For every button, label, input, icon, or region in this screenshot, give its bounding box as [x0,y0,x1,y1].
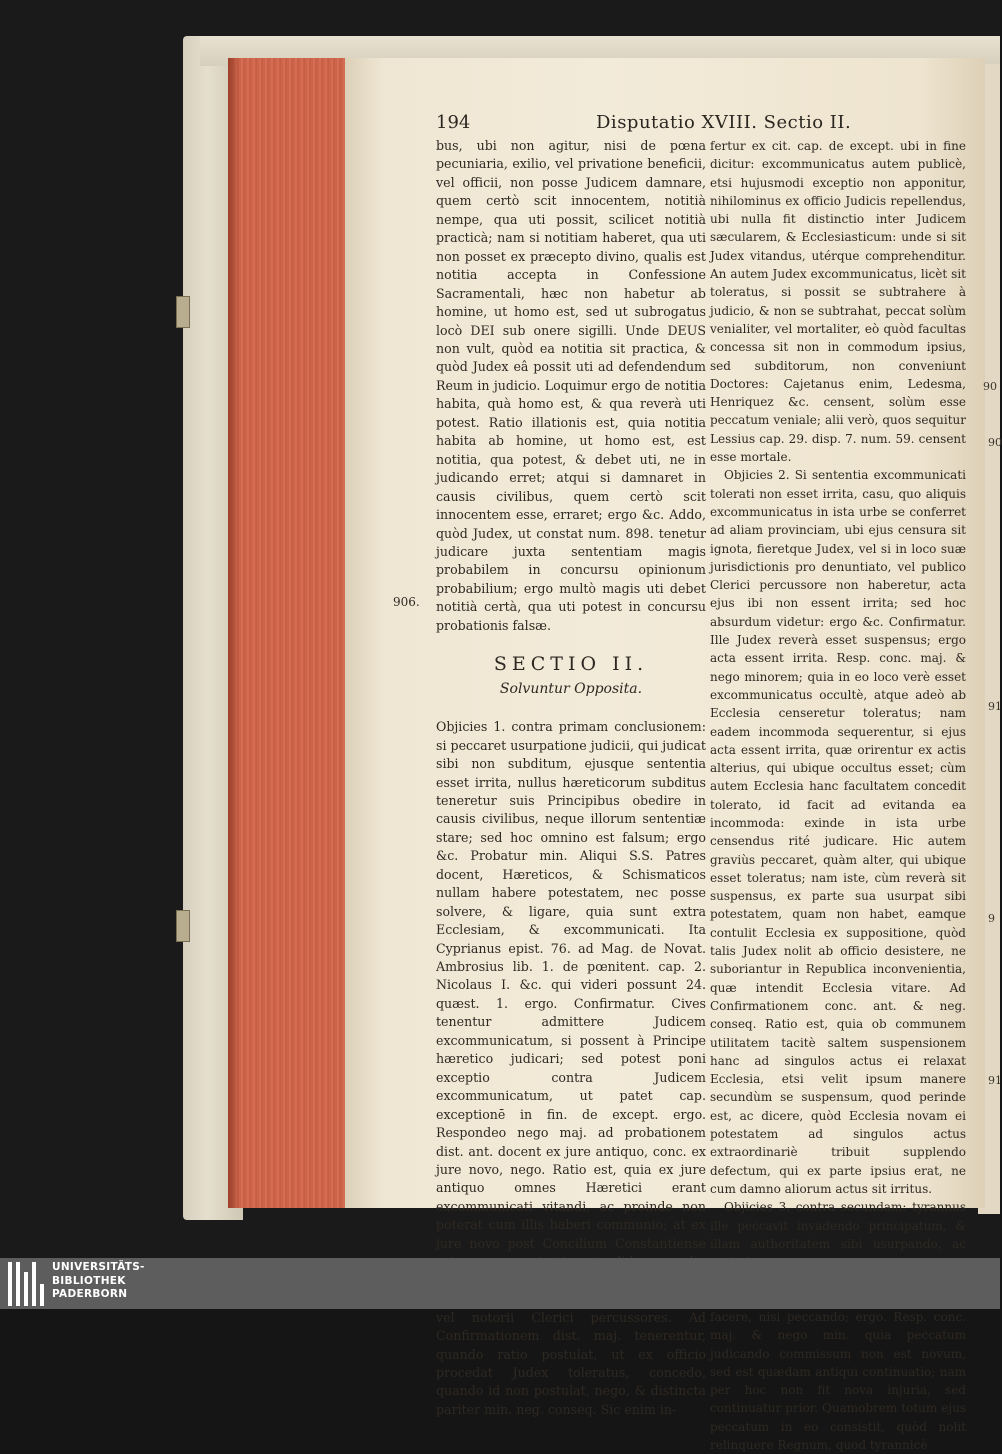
right-paragraph-1: fertur ex cit. cap. de except. ubi in fine dicitur: excommunicatus autem publicè, etsi hujusmodi exceptio non apponitur, nihilominus ex officio Judicis repellendus, ubi nulla fit distinctio inter Judicem sæcularem, & Ecclesiasticum: unde si sit Judex vitandus, utérque comprehenditur. An autem Judex excommunicatus, licèt sit toleratus, si possit se subtrahere à judicio, & non se subtrahat, peccat solùm venialiter, vel mortaliter, eò quòd facultas concessa sit non in commodum ipsius, sed subditorum, non conveniunt Doctores: Cajetanus enim, Ledesma, Henriquez &c. censent, solùm esse peccatum veniale; alii verò, quos sequitur Lessius cap. 29. disp. 7. num. 59. censent esse mortale. [710,139,966,465]
running-title: Disputatio XVIII. Sectio II. [596,112,852,133]
clasp-icon [176,910,190,942]
clasp-icon [176,296,190,328]
margin-number: 91 [988,1074,1002,1087]
margin-number: 9 [988,912,995,925]
page-edge-red [228,58,348,1208]
paragraph-number: 906. [393,595,420,609]
section-subtitle: Solvuntur Opposita. [499,680,643,697]
library-name-line-3: PADERBORN [52,1288,128,1300]
page-number: 194 [436,112,471,133]
margin-number: 90 [983,380,997,393]
margin-number: 90 [988,436,1002,449]
left-paragraph-1: bus, ubi non agitur, nisi de pœna pecuniaria, exilio, vel privatione beneficii, vel officii, non posse Judicem damnare, quem certò scit innocentem, notitià nempe, qua uti possit, scilicet notitià practicà; nam si notitiam haberet, qua uti non posset ex præcepto divino, qualis est notitia accepta in Confessione Sacramentali, hæc non habetur ab homine, ut homo est, sed ut subrogatus locò DEI sub onere sigilli. Unde DEUS non vult, quòd ea notitia sit practica, & quòd Judex eâ possit uti ad defendendum Reum in judicio. Loquimur ergo de notitia habita, quà homo est, & qua reverà uti potest. Ratio illationis est, quia notitia habita ab homine, ut homo est, est notitia, qua potest, & debet uti, ne in judicando erret; atqui si damnaret in causis civilibus, quem certò scit innocentem esse, erraret; ergo &c. Addo, quòd Judex, ut constat num. 898. tenetur judicare juxta sententiam magis probabilem in concursu opinionum probabilium; ergo multò magis uti debet notitià certà, qua uti potest in concursu probationis falsæ. [436,138,706,633]
left-column [436,137,706,1419]
right-paragraph-2: Objicies 2. Si sententia excommunicati tolerati non esset irrita, casu, quo aliquis excommunicatus in ista urbe se conferret ad aliam provinciam, ubi ejus censura sit ignota, fieretque Judex, vel si in loco suæ jurisdictionis pro denuntiato, vel publico Clerici percussore non haberetur, acta ejus ibi non essent irrita; sed hoc absurdum videtur: ergo &c. Confirmatur. Ille Judex reverà esset suspensus; ergo acta essent irrita. Resp. conc. maj. & nego minorem; quia in eo loco verè esset excommunicatus occultè, atque adeò ab Ecclesia censeretur toleratus; nam eadem incommoda sequerentur, si ejus acta essent irrita, quæ orirentur ex actis alterius, qui ubique occultus esset; cùm autem Ecclesia hanc facultatem concedit tolerato, id facit ad evitanda ea incommoda: exinde in ista urbe censendus rité judicare. Hic autem graviùs peccaret, quàm alter, qui ubique esset toleratus; nam iste, cùm reverà sit suspensus, ex parte sua usurpat sibi potestatem, quam non habet, eamque contulit Ecclesia ex suppositione, quòd talis Judex nolit ab officio desistere, ne suboriantur in Republica inconvenientia, quæ intendit Ecclesia vitare. Ad Confirmationem conc. ant. & neg. conseq. Ratio est, quia ob communem utilitatem tacitè saltem suspensionem hanc ad singulos actus ei relaxat Ecclesia, etsi velit ipsum manere secundùm se suspensum, quod perinde est, ac dicere, quòd Ecclesia novam ei potestatem ad singulos actus extraordinariè tribuit supplendo defectum, qui ex parte ipsius erat, ne cum damno aliorum actus sit irritus. [710,468,966,1196]
section-heading: SECTIO II. [493,653,649,676]
library-logo-icon [8,1262,48,1306]
left-paragraph-2: Objicies 1. contra primam conclusionem: si peccaret usurpatione judicii, qui judicat sibi non subditum, ejusque sententia esset irrita, nullus hæreticorum subditus teneretur suis Principibus obedire in causis civilibus, neque illorum sententiæ stare; sed hoc omnino est falsum; ergo &c. Probatur min. Aliqui S.S. Patres docent, Hæreticos, & Schismaticos nullam habere potestatem, nec posse solvere, & ligare, quia sunt extra Ecclesiam, & excommunicati. Ita Cyprianus epist. 76. ad Mag. de Novat. Ambrosius lib. 1. de pœnitent. cap. 2. Nicolaus I. &c. qui videri possunt 24. quæst. 1. ergo. Confirmatur. Cives tenentur admittere Judicem excommunicatum, si possent à Principe hæretico judicari; sed potest poni exceptio contra Judicem excommunicatum, ut patet cap. exceptionē in fin. de except. ergo. Respondeo nego maj. ad probationem dist. ant. docent ex jure antiquo, conc. ex jure novo, nego. Ratio est, quia ex jure antiquo omnes Hæretici erant excommunicati vitandi, ac proinde non poterat cum illis haberi communio; at ex jure novo post Concilium Constantiense vel notorii Clerici percussores. Ad Confirmationem dist. maj. tenerentur, quando ratio postulat, ut ex officio procedat Judex toleratus, concedo, quando id non postulat, nego, & distincta pariter min. neg. conseq. Sic enim in- [436,719,706,1417]
library-name [52,1261,145,1302]
right-column [710,137,966,1454]
margin-number: 91 [988,700,1002,713]
library-name-line-2: BIBLIOTHEK [52,1274,126,1287]
footer-bar [0,1258,1000,1309]
right-paragraph-3: Objicies 3. contra secundam: tyrannus ille peccavit invadendo principatum, & illam authoritatem sibi usurpando, ac facere, nisi peccando; ergo. Resp. conc. maj. & nego min. quia peccatum judicando commissum non est novum, sed est quædam antiqui continuatio; nam per hoc non fit nova injuria, sed continuatur prior. Quamobrem totum ejus peccatum in eo consistit, quòd nolit relinquere Regnum, quod tyrannicè [710,1200,966,1453]
library-name-line-1: UNIVERSITÄTS- [52,1261,145,1273]
